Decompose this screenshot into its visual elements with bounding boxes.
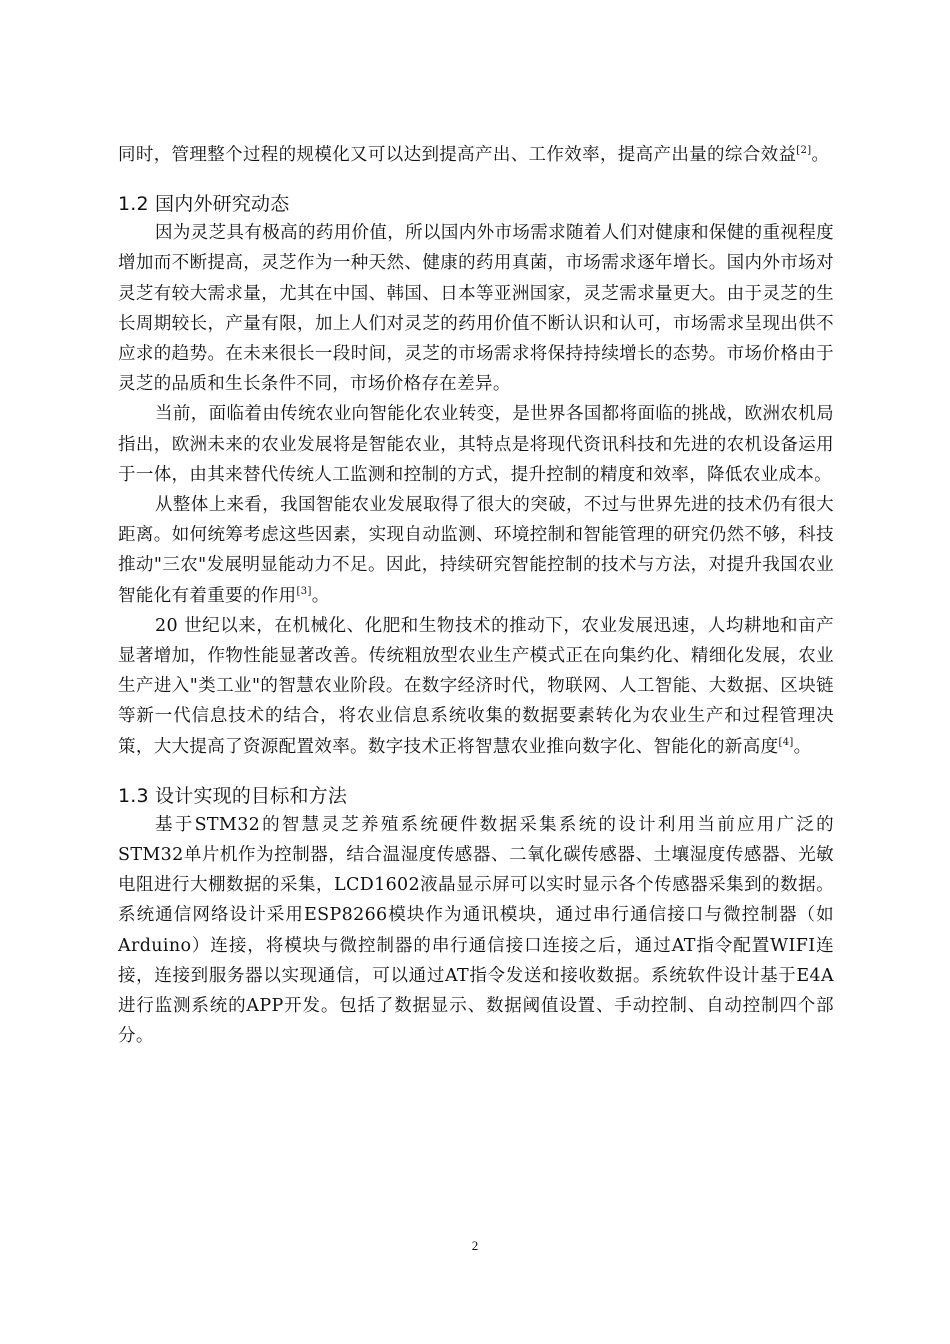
- paragraph-end: 。: [793, 736, 812, 757]
- intro-text: 同时，管理整个过程的规模化又可以达到提高产出、工作效率，提高产出量的综合效益: [118, 145, 797, 165]
- section-heading-1-2: 1.2 国内外研究动态: [118, 193, 290, 216]
- intro-paragraph: [118, 140, 834, 170]
- paragraph-market-demand: 因为灵芝具有极高的药用价值，所以国内外市场需求随着人们对健康和保健的重视程度增加而不断提高，灵芝作为一种天然、健康的药用真菌，市场需求逐年增长。国内外市场对灵芝有较大需求量，尤其在中国、韩国、日本等亚洲国家，灵芝需求量更大。由于灵芝的生长周期较长，产量有限，加上人们对灵芝的药用价值不断认识和认可，市场需求呈现出供不应求的趋势。在未来很长一段时间，灵芝的市场需求将保持持续增长的态势。市场价格由于灵芝的品质和生长条件不同，市场价格存在差异。: [118, 223, 834, 395]
- paragraph-smart-agriculture-europe: 当前，面临着由传统农业向智能化农业转变，是世界各国都将面临的挑战，欧洲农机局指出，欧洲未来的农业发展将是智能农业，其特点是将现代资讯科技和先进的农机设备运用于一体，由其来替代传统人工监测和控制的方式，提升控制的精度和效率，降低农业成本。: [118, 404, 834, 485]
- citation: [4]: [778, 736, 794, 748]
- intro-end: 。: [811, 145, 830, 165]
- paragraph-end: 。: [311, 585, 330, 606]
- section-heading-1-3: 1.3 设计实现的目标和方法: [118, 784, 348, 807]
- paragraph-text: 从整体上来看，我国智能农业发展取得了很大的突破，不过与世界先进的技术仍有很大距离。如何统筹考虑这些因素，实现自动监测、环境控制和智能管理的研究仍然不够，科技推动"三农"发展明显能动力不足。因此，持续研究智能控制的技术与方法，对提升我国农业智能化有着重要的作用: [118, 495, 834, 606]
- paragraph-text: 20 世纪以来，在机械化、化肥和生物技术的推动下，农业发展迅速，人均耕地和亩产显著增加，作物性能显著改善。传统粗放型农业生产模式正在向集约化、精细化发展，农业生产进入"类工业"的智慧农业阶段。在数字经济时代，物联网、人工智能、大数据、区块链等新一代信息技术的结合，将农业信息系统收集的数据要素转化为农业生产和过程管理决策，大大提高了资源配置效率。数字技术正将智慧农业推向数字化、智能化的新高度: [118, 615, 834, 757]
- citation: [3]: [296, 585, 312, 597]
- page-body: [118, 140, 834, 1051]
- page-number: 2: [471, 1238, 479, 1253]
- paragraph-china-smart-agriculture: [118, 490, 834, 611]
- citation: [2]: [796, 145, 812, 157]
- paragraph-design-goals: 基于STM32的智慧灵芝养殖系统硬件数据采集系统的设计利用当前应用广泛的STM32单片机作为控制器，结合温湿度传感器、二氧化碳传感器、土壤湿度传感器、光敏电阻进行大棚数据的采集，LCD1602液晶显示屏可以实时显示各个传感器采集到的数据。系统通信网络设计采用ESP8266模块作为通讯模块，通过串行通信接口与微控制器（如Arduino）连接，将模块与微控制器的串行通信接口连接之后，通过AT指令配置WIFI连接，连接到服务器以实现通信，可以通过AT指令发送和接收数据。系统软件设计基于E4A进行监测系统的APP开发。包括了数据显示、数据阈值设置、手动控制、自动控制四个部分。: [118, 814, 834, 1047]
- paragraph-20th-century: [118, 611, 834, 762]
